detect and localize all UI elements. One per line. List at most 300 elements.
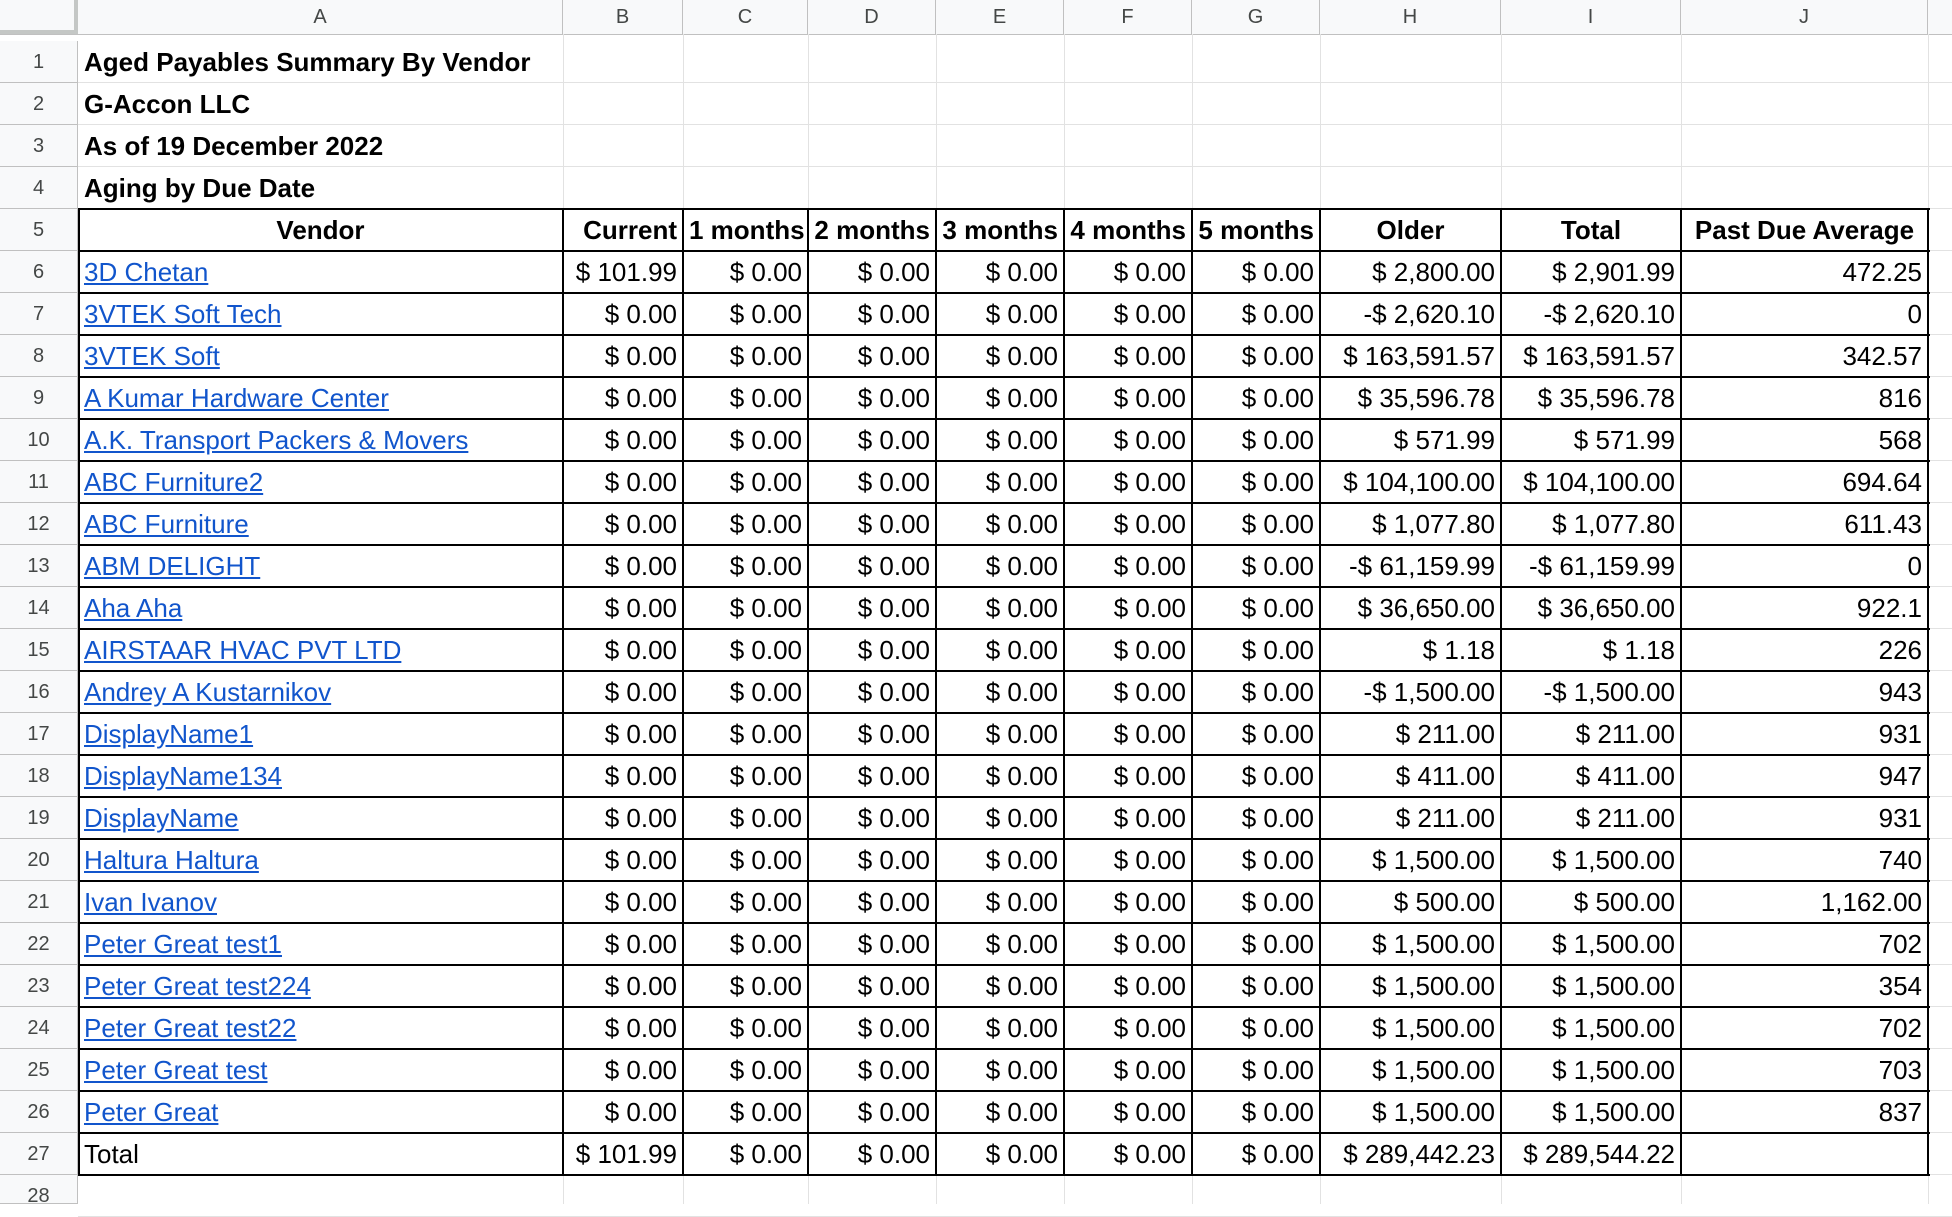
cell-current[interactable]: $ 0.00	[604, 1055, 677, 1085]
column-header-b[interactable]: B	[563, 0, 683, 34]
cell-current[interactable]: $ 0.00	[604, 677, 677, 707]
cell-older[interactable]: $ 211.00	[1395, 719, 1495, 749]
cell-1-months[interactable]: $ 0.00	[729, 383, 802, 413]
vendor-link[interactable]: Peter Great test22	[84, 1013, 297, 1043]
cell-total[interactable]: -$ 2,620.10	[1543, 299, 1675, 329]
table-border-horizontal	[78, 292, 1930, 294]
cell-5-months[interactable]: $ 0.00	[1241, 467, 1314, 497]
total-1-months[interactable]: $ 0.00	[729, 1139, 802, 1169]
cell-4-months[interactable]: $ 0.00	[1113, 1055, 1186, 1085]
total-5-months[interactable]: $ 0.00	[1241, 1139, 1314, 1169]
cell-3-months[interactable]: $ 0.00	[985, 677, 1058, 707]
table-border-vertical	[1500, 208, 1502, 1176]
cell-current[interactable]: $ 0.00	[604, 299, 677, 329]
report-title[interactable]: Aged Payables Summary By Vendor	[84, 47, 531, 77]
cell-3-months[interactable]: $ 0.00	[985, 257, 1058, 287]
cell-5-months[interactable]: $ 0.00	[1241, 299, 1314, 329]
cell-current[interactable]: $ 0.00	[604, 1013, 677, 1043]
row-header-11[interactable]: 11	[0, 461, 78, 503]
cell-older[interactable]: $ 1,500.00	[1372, 1055, 1495, 1085]
cell-current[interactable]: $ 0.00	[604, 425, 677, 455]
cell-older[interactable]: $ 1,500.00	[1372, 845, 1495, 875]
cell-4-months[interactable]: $ 0.00	[1113, 509, 1186, 539]
cell-4-months[interactable]: $ 0.00	[1113, 971, 1186, 1001]
cell-5-months[interactable]: $ 0.00	[1241, 1055, 1314, 1085]
cell-past-due-average[interactable]: 0	[1907, 299, 1922, 329]
cell-1-months[interactable]: $ 0.00	[729, 425, 802, 455]
cell-past-due-average[interactable]: 226	[1878, 635, 1922, 665]
cell-5-months[interactable]: $ 0.00	[1241, 887, 1314, 917]
vendor-link[interactable]: 3VTEK Soft Tech	[84, 299, 282, 329]
cell-total[interactable]: $ 1,500.00	[1552, 1013, 1675, 1043]
header-4-months[interactable]: 4 months	[1070, 215, 1186, 245]
cell-past-due-average[interactable]: 0	[1907, 551, 1922, 581]
header-past-due-average[interactable]: Past Due Average	[1694, 215, 1915, 245]
cell-1-months[interactable]: $ 0.00	[729, 299, 802, 329]
total-2-months[interactable]: $ 0.00	[857, 1139, 930, 1169]
cell-5-months[interactable]: $ 0.00	[1241, 635, 1314, 665]
cell-5-months[interactable]: $ 0.00	[1241, 341, 1314, 371]
cell-5-months[interactable]: $ 0.00	[1241, 1013, 1314, 1043]
cell-current[interactable]: $ 0.00	[604, 761, 677, 791]
cell-4-months[interactable]: $ 0.00	[1113, 551, 1186, 581]
vendor-link[interactable]: DisplayName134	[84, 761, 282, 791]
cell-past-due-average[interactable]: 342.57	[1842, 341, 1922, 371]
cell-5-months[interactable]: $ 0.00	[1241, 593, 1314, 623]
vendor-link[interactable]: ABM DELIGHT	[84, 551, 261, 581]
cell-5-months[interactable]: $ 0.00	[1241, 509, 1314, 539]
cell-3-months[interactable]: $ 0.00	[985, 383, 1058, 413]
row-header-27[interactable]: 27	[0, 1133, 78, 1175]
cell-total[interactable]: $ 36,650.00	[1537, 593, 1675, 623]
cell-current[interactable]: $ 0.00	[604, 509, 677, 539]
select-all-corner[interactable]	[0, 0, 78, 34]
cell-older[interactable]: $ 500.00	[1393, 887, 1495, 917]
cell-1-months[interactable]: $ 0.00	[729, 887, 802, 917]
cell-2-months[interactable]: $ 0.00	[857, 299, 930, 329]
row-header-14[interactable]: 14	[0, 587, 78, 629]
cell-1-months[interactable]: $ 0.00	[729, 1055, 802, 1085]
cell-2-months[interactable]: $ 0.00	[857, 635, 930, 665]
cell-current[interactable]: $ 0.00	[604, 383, 677, 413]
cell-total[interactable]: $ 1,500.00	[1552, 929, 1675, 959]
vendor-link[interactable]: 3D Chetan	[84, 257, 209, 287]
cell-total[interactable]: $ 211.00	[1575, 719, 1675, 749]
cell-1-months[interactable]: $ 0.00	[729, 803, 802, 833]
cell-older[interactable]: $ 163,591.57	[1343, 341, 1495, 371]
cell-current[interactable]: $ 0.00	[604, 467, 677, 497]
cell-1-months[interactable]: $ 0.00	[729, 677, 802, 707]
cell-1-months[interactable]: $ 0.00	[729, 761, 802, 791]
table-border-horizontal	[78, 544, 1930, 546]
cell-5-months[interactable]: $ 0.00	[1241, 971, 1314, 1001]
table-border-horizontal	[78, 418, 1930, 420]
cell-total[interactable]: $ 500.00	[1573, 887, 1675, 917]
table-border-horizontal	[78, 754, 1930, 756]
cell-2-months[interactable]: $ 0.00	[857, 467, 930, 497]
row-header-10[interactable]: 10	[0, 419, 78, 461]
cell-2-months[interactable]: $ 0.00	[857, 719, 930, 749]
header-current[interactable]: Current	[583, 215, 677, 245]
column-header-j[interactable]: J	[1681, 0, 1928, 34]
vendor-link[interactable]: A Kumar Hardware Center	[84, 383, 389, 413]
cell-current[interactable]: $ 0.00	[604, 929, 677, 959]
cell-1-months[interactable]: $ 0.00	[729, 509, 802, 539]
table-border-horizontal	[78, 208, 1930, 210]
cell-2-months[interactable]: $ 0.00	[857, 257, 930, 287]
cell-past-due-average[interactable]: 611.43	[1844, 509, 1922, 539]
aging-basis[interactable]: Aging by Due Date	[84, 173, 316, 203]
cell-current[interactable]: $ 0.00	[604, 887, 677, 917]
cell-3-months[interactable]: $ 0.00	[985, 803, 1058, 833]
cell-3-months[interactable]: $ 0.00	[985, 341, 1058, 371]
table-border-horizontal	[78, 1174, 1930, 1176]
table-border-horizontal	[78, 670, 1930, 672]
vendor-link[interactable]: DisplayName1	[84, 719, 254, 749]
cell-2-months[interactable]: $ 0.00	[857, 551, 930, 581]
cell-current[interactable]: $ 0.00	[604, 635, 677, 665]
row-header-26[interactable]: 26	[0, 1091, 78, 1133]
cell-1-months[interactable]: $ 0.00	[729, 635, 802, 665]
cell-4-months[interactable]: $ 0.00	[1113, 467, 1186, 497]
cell-older[interactable]: $ 104,100.00	[1343, 467, 1495, 497]
vendor-link[interactable]: ABC Furniture	[84, 509, 249, 539]
cell-total[interactable]: $ 411.00	[1575, 761, 1675, 791]
cell-older[interactable]: -$ 2,620.10	[1363, 299, 1495, 329]
vendor-link[interactable]: Andrey A Kustarnikov	[84, 677, 332, 707]
total-4-months[interactable]: $ 0.00	[1113, 1139, 1186, 1169]
cell-older[interactable]: $ 1,500.00	[1372, 1097, 1495, 1127]
cell-3-months[interactable]: $ 0.00	[985, 929, 1058, 959]
cell-4-months[interactable]: $ 0.00	[1113, 635, 1186, 665]
vendor-link[interactable]: Peter Great test1	[84, 929, 282, 959]
cell-past-due-average[interactable]: 816	[1878, 383, 1922, 413]
cell-total[interactable]: $ 1,500.00	[1552, 845, 1675, 875]
column-header-d[interactable]: D	[808, 0, 936, 34]
vendor-link[interactable]: Peter Great test	[84, 1055, 268, 1085]
cell-4-months[interactable]: $ 0.00	[1113, 845, 1186, 875]
cell-older[interactable]: -$ 1,500.00	[1363, 677, 1495, 707]
cell-4-months[interactable]: $ 0.00	[1113, 257, 1186, 287]
table-border-horizontal	[78, 460, 1930, 462]
cell-4-months[interactable]: $ 0.00	[1113, 1013, 1186, 1043]
row-header-23[interactable]: 23	[0, 965, 78, 1007]
cell-5-months[interactable]: $ 0.00	[1241, 761, 1314, 791]
column-header-a[interactable]: A	[78, 0, 563, 34]
cell-past-due-average[interactable]: 472.25	[1842, 257, 1922, 287]
cell-2-months[interactable]: $ 0.00	[857, 887, 930, 917]
row-header-3[interactable]: 3	[0, 125, 78, 167]
header-1-months[interactable]: 1 months	[689, 215, 805, 245]
table-border-horizontal	[78, 880, 1930, 882]
cell-2-months[interactable]: $ 0.00	[857, 929, 930, 959]
cell-1-months[interactable]: $ 0.00	[729, 845, 802, 875]
row-header-28[interactable]: 28	[0, 1175, 78, 1204]
header-5-months[interactable]: 5 months	[1198, 215, 1314, 245]
column-header-g[interactable]: G	[1192, 0, 1320, 34]
row-header-7[interactable]: 7	[0, 293, 78, 335]
row-header-17[interactable]: 17	[0, 713, 78, 755]
cell-past-due-average[interactable]: 702	[1878, 929, 1922, 959]
vendor-link[interactable]: A.K. Transport Packers & Movers	[84, 425, 469, 455]
cell-4-months[interactable]: $ 0.00	[1113, 299, 1186, 329]
cell-older[interactable]: $ 571.99	[1393, 425, 1495, 455]
table-border-vertical	[78, 208, 80, 1176]
cell-2-months[interactable]: $ 0.00	[857, 593, 930, 623]
row-header-6[interactable]: 6	[0, 251, 78, 293]
cell-4-months[interactable]: $ 0.00	[1113, 677, 1186, 707]
cell-2-months[interactable]: $ 0.00	[857, 971, 930, 1001]
cell-total[interactable]: $ 104,100.00	[1523, 467, 1675, 497]
cell-total[interactable]: -$ 61,159.99	[1528, 551, 1675, 581]
cell-3-months[interactable]: $ 0.00	[985, 299, 1058, 329]
total-total[interactable]: $ 289,544.22	[1523, 1139, 1675, 1169]
cell-3-months[interactable]: $ 0.00	[985, 761, 1058, 791]
cell-1-months[interactable]: $ 0.00	[729, 929, 802, 959]
cell-3-months[interactable]: $ 0.00	[985, 1055, 1058, 1085]
table-border-vertical	[1063, 208, 1065, 1176]
cell-1-months[interactable]: $ 0.00	[729, 551, 802, 581]
cell-4-months[interactable]: $ 0.00	[1113, 425, 1186, 455]
table-border-horizontal	[78, 922, 1930, 924]
cell-current[interactable]: $ 0.00	[604, 551, 677, 581]
cell-total[interactable]: $ 1,500.00	[1552, 971, 1675, 1001]
cell-older[interactable]: -$ 61,159.99	[1348, 551, 1495, 581]
cell-past-due-average[interactable]: 354	[1878, 971, 1922, 1001]
cell-4-months[interactable]: $ 0.00	[1113, 341, 1186, 371]
cell-4-months[interactable]: $ 0.00	[1113, 1097, 1186, 1127]
cell-total[interactable]: $ 1,077.80	[1552, 509, 1675, 539]
cell-4-months[interactable]: $ 0.00	[1113, 383, 1186, 413]
cell-2-months[interactable]: $ 0.00	[857, 845, 930, 875]
row-header-15[interactable]: 15	[0, 629, 78, 671]
cell-past-due-average[interactable]: 740	[1878, 845, 1922, 875]
cell-5-months[interactable]: $ 0.00	[1241, 845, 1314, 875]
row-header-20[interactable]: 20	[0, 839, 78, 881]
table-border-horizontal	[78, 586, 1930, 588]
cell-current[interactable]: $ 0.00	[604, 971, 677, 1001]
cell-past-due-average[interactable]: 1,162.00	[1820, 887, 1922, 917]
header-2-months[interactable]: 2 months	[814, 215, 930, 245]
cell-1-months[interactable]: $ 0.00	[729, 467, 802, 497]
column-header-f[interactable]: F	[1064, 0, 1192, 34]
row-header-12[interactable]: 12	[0, 503, 78, 545]
cell-4-months[interactable]: $ 0.00	[1113, 593, 1186, 623]
cell-total[interactable]: $ 211.00	[1575, 803, 1675, 833]
cell-4-months[interactable]: $ 0.00	[1113, 719, 1186, 749]
row-header-19[interactable]: 19	[0, 797, 78, 839]
vendor-link[interactable]: DisplayName	[84, 803, 239, 833]
cell-current[interactable]: $ 0.00	[604, 593, 677, 623]
row-header-25[interactable]: 25	[0, 1049, 78, 1091]
cell-current[interactable]: $ 0.00	[604, 1097, 677, 1127]
cell-total[interactable]: $ 2,901.99	[1552, 257, 1675, 287]
cell-older[interactable]: $ 35,596.78	[1357, 383, 1495, 413]
table-border-vertical	[562, 208, 564, 1176]
vendor-link[interactable]: ABC Furniture2	[84, 467, 264, 497]
cell-1-months[interactable]: $ 0.00	[729, 341, 802, 371]
row-header-24[interactable]: 24	[0, 1007, 78, 1049]
cell-4-months[interactable]: $ 0.00	[1113, 761, 1186, 791]
cell-total[interactable]: $ 35,596.78	[1537, 383, 1675, 413]
cell-1-months[interactable]: $ 0.00	[729, 257, 802, 287]
cell-current[interactable]: $ 0.00	[604, 845, 677, 875]
cell-2-months[interactable]: $ 0.00	[857, 803, 930, 833]
cell-past-due-average[interactable]: 837	[1878, 1097, 1922, 1127]
cell-older[interactable]: $ 411.00	[1395, 761, 1495, 791]
cell-past-due-average[interactable]: 931	[1878, 719, 1922, 749]
cell-older[interactable]: $ 36,650.00	[1357, 593, 1495, 623]
cell-3-months[interactable]: $ 0.00	[985, 593, 1058, 623]
cell-4-months[interactable]: $ 0.00	[1113, 887, 1186, 917]
table-border-horizontal	[78, 1048, 1930, 1050]
vendor-link[interactable]: AIRSTAAR HVAC PVT LTD	[84, 635, 402, 665]
cell-older[interactable]: $ 2,800.00	[1372, 257, 1495, 287]
table-border-horizontal	[78, 1132, 1930, 1134]
table-border-horizontal	[78, 796, 1930, 798]
column-header-c[interactable]: C	[683, 0, 808, 34]
cell-5-months[interactable]: $ 0.00	[1241, 677, 1314, 707]
cell-3-months[interactable]: $ 0.00	[985, 1097, 1058, 1127]
cell-2-months[interactable]: $ 0.00	[857, 425, 930, 455]
cell-3-months[interactable]: $ 0.00	[985, 845, 1058, 875]
cell-past-due-average[interactable]: 702	[1878, 1013, 1922, 1043]
row-header-4[interactable]: 4	[0, 167, 78, 209]
total-current[interactable]: $ 101.99	[575, 1139, 677, 1169]
cell-4-months[interactable]: $ 0.00	[1113, 929, 1186, 959]
cell-older[interactable]: $ 1,077.80	[1372, 509, 1495, 539]
cell-2-months[interactable]: $ 0.00	[857, 341, 930, 371]
cell-2-months[interactable]: $ 0.00	[857, 1097, 930, 1127]
cell-1-months[interactable]: $ 0.00	[729, 971, 802, 1001]
cell-3-months[interactable]: $ 0.00	[985, 635, 1058, 665]
company-name[interactable]: G-Accon LLC	[84, 89, 251, 119]
total-past-due-average[interactable]	[1681, 1133, 1928, 1175]
cell-2-months[interactable]: $ 0.00	[857, 1013, 930, 1043]
cell-3-months[interactable]: $ 0.00	[985, 719, 1058, 749]
cell-3-months[interactable]: $ 0.00	[985, 971, 1058, 1001]
vendor-link[interactable]: Haltura Haltura	[84, 845, 259, 875]
cell-5-months[interactable]: $ 0.00	[1241, 803, 1314, 833]
header-vendor[interactable]: Vendor	[276, 215, 365, 245]
cell-2-months[interactable]: $ 0.00	[857, 1055, 930, 1085]
cell-3-months[interactable]: $ 0.00	[985, 509, 1058, 539]
cell-past-due-average[interactable]: 947	[1878, 761, 1922, 791]
cell-3-months[interactable]: $ 0.00	[985, 1013, 1058, 1043]
cell-4-months[interactable]: $ 0.00	[1113, 803, 1186, 833]
vendor-link[interactable]: Aha Aha	[84, 593, 183, 623]
row-header-2[interactable]: 2	[0, 83, 78, 125]
cell-2-months[interactable]: $ 0.00	[857, 761, 930, 791]
cell-total[interactable]: $ 571.99	[1573, 425, 1675, 455]
row-header-8[interactable]: 8	[0, 335, 78, 377]
header-total[interactable]: Total	[1560, 215, 1622, 245]
row-header-18[interactable]: 18	[0, 755, 78, 797]
vendor-link[interactable]: Peter Great	[84, 1097, 219, 1127]
cell-3-months[interactable]: $ 0.00	[985, 551, 1058, 581]
row-header-13[interactable]: 13	[0, 545, 78, 587]
cell-2-months[interactable]: $ 0.00	[857, 677, 930, 707]
cell-1-months[interactable]: $ 0.00	[729, 719, 802, 749]
header-older[interactable]: Older	[1376, 215, 1445, 245]
cell-older[interactable]: $ 1,500.00	[1372, 1013, 1495, 1043]
cell-5-months[interactable]: $ 0.00	[1241, 551, 1314, 581]
cell-1-months[interactable]: $ 0.00	[729, 1097, 802, 1127]
vendor-link[interactable]: 3VTEK Soft	[84, 341, 220, 371]
cell-1-months[interactable]: $ 0.00	[729, 1013, 802, 1043]
total-3-months[interactable]: $ 0.00	[985, 1139, 1058, 1169]
row-header-22[interactable]: 22	[0, 923, 78, 965]
report-date[interactable]: As of 19 December 2022	[84, 131, 384, 161]
table-border-horizontal	[78, 376, 1930, 378]
cell-past-due-average[interactable]: 931	[1878, 803, 1922, 833]
cell-current[interactable]: $ 0.00	[604, 719, 677, 749]
cell-5-months[interactable]: $ 0.00	[1241, 929, 1314, 959]
cell-5-months[interactable]: $ 0.00	[1241, 1097, 1314, 1127]
cell-3-months[interactable]: $ 0.00	[985, 425, 1058, 455]
table-border-vertical	[935, 208, 937, 1176]
cell-current[interactable]: $ 0.00	[604, 341, 677, 371]
cell-5-months[interactable]: $ 0.00	[1241, 719, 1314, 749]
cell-older[interactable]: $ 211.00	[1395, 803, 1495, 833]
cell-older[interactable]: $ 1.18	[1422, 635, 1495, 665]
cell-past-due-average[interactable]: 703	[1878, 1055, 1922, 1085]
cell-current[interactable]: $ 0.00	[604, 803, 677, 833]
row-header-16[interactable]: 16	[0, 671, 78, 713]
table-border-horizontal	[78, 628, 1930, 630]
row-header-5[interactable]: 5	[0, 209, 78, 251]
cell-current[interactable]: $ 101.99	[575, 257, 677, 287]
row-header-9[interactable]: 9	[0, 377, 78, 419]
cell-past-due-average[interactable]: 943	[1878, 677, 1922, 707]
table-border-horizontal	[78, 250, 1930, 252]
total-label[interactable]: Total	[84, 1139, 139, 1169]
table-border-vertical	[1927, 208, 1929, 1176]
cell-older[interactable]: $ 1,500.00	[1372, 929, 1495, 959]
cell-3-months[interactable]: $ 0.00	[985, 887, 1058, 917]
row-header-21[interactable]: 21	[0, 881, 78, 923]
cell-2-months[interactable]: $ 0.00	[857, 383, 930, 413]
column-header-i[interactable]: I	[1501, 0, 1681, 34]
cell-5-months[interactable]: $ 0.00	[1241, 257, 1314, 287]
cell-2-months[interactable]: $ 0.00	[857, 509, 930, 539]
cell-5-months[interactable]: $ 0.00	[1241, 383, 1314, 413]
column-header-e[interactable]: E	[936, 0, 1064, 34]
cell-total[interactable]: $ 1,500.00	[1552, 1097, 1675, 1127]
cell-total[interactable]: -$ 1,500.00	[1543, 677, 1675, 707]
table-border-vertical	[682, 208, 684, 1176]
cell-total[interactable]: $ 1.18	[1602, 635, 1675, 665]
cell-total[interactable]: $ 1,500.00	[1552, 1055, 1675, 1085]
vendor-link[interactable]: Ivan Ivanov	[84, 887, 217, 917]
table-border-horizontal	[78, 1090, 1930, 1092]
header-3-months[interactable]: 3 months	[942, 215, 1058, 245]
table-border-horizontal	[78, 838, 1930, 840]
cell-1-months[interactable]: $ 0.00	[729, 593, 802, 623]
column-header-h[interactable]: H	[1320, 0, 1501, 34]
cell-older[interactable]: $ 1,500.00	[1372, 971, 1495, 1001]
vendor-link[interactable]: Peter Great test224	[84, 971, 311, 1001]
cell-5-months[interactable]: $ 0.00	[1241, 425, 1314, 455]
cell-3-months[interactable]: $ 0.00	[985, 467, 1058, 497]
cell-past-due-average[interactable]: 694.64	[1842, 467, 1922, 497]
row-header-1[interactable]: 1	[0, 41, 78, 83]
table-border-horizontal	[78, 964, 1930, 966]
cell-past-due-average[interactable]: 922.1	[1856, 593, 1922, 623]
total-older[interactable]: $ 289,442.23	[1343, 1139, 1495, 1169]
cell-past-due-average[interactable]: 568	[1878, 425, 1922, 455]
cell-total[interactable]: $ 163,591.57	[1523, 341, 1675, 371]
